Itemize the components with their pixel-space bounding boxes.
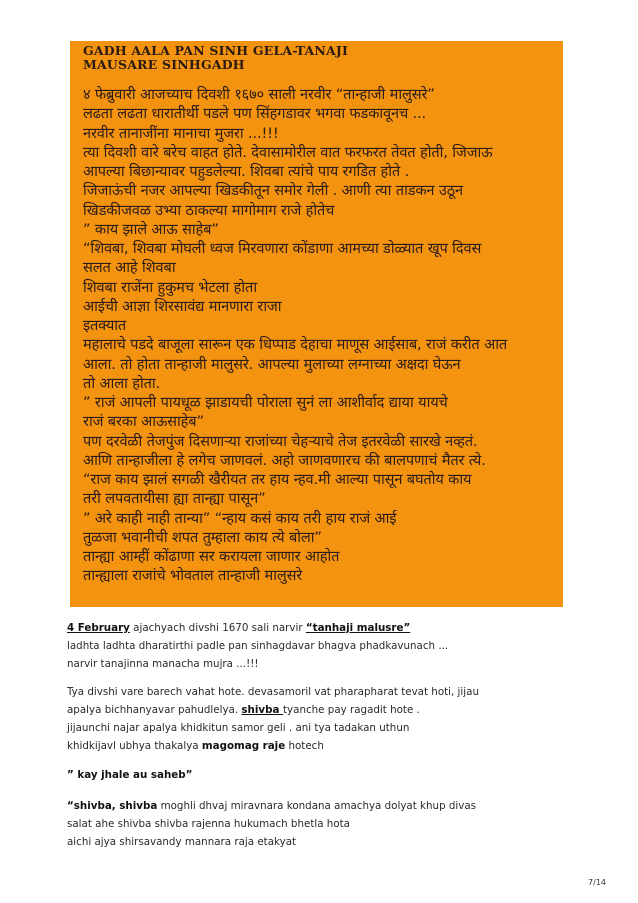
marathi-line: त्या दिवशी वारे बरेच वाहत होते. देवासामोरील वात फरफरत तेवत होती, जिजाऊ xyxy=(83,143,493,161)
bold-text-magomag-raje: magomag raje xyxy=(201,739,286,752)
paragraph-3-line-2: salat ahe shivba shivba rajenna hukumach bhetla hota xyxy=(67,818,350,831)
marathi-line: ” काय झाले आऊ साहेब” xyxy=(83,220,219,238)
text: ajachyach divshi 1670 sali narvir xyxy=(129,622,306,634)
marathi-line: आणि तान्हाजीला हे लगेच जाणवलं. अहो जाणवणारच की बालपणाचं मैतर त्ये. xyxy=(83,451,486,469)
paragraph-1-line-1 xyxy=(67,620,582,638)
text: apalya bichhanyavar pahudlelya. xyxy=(67,704,242,717)
marathi-line: “राज काय झालं सगळी खैरीयत तर हाय न्हव.मी आल्या पासून बघतोय काय xyxy=(83,471,472,488)
paragraph-1 xyxy=(67,620,582,673)
marathi-line: ” राजं आपली पायधूळ झाडायची पोराला सुनं ला आशीर्वाद द्याया यायचे xyxy=(83,394,448,411)
paragraph-3 xyxy=(67,798,582,851)
text: hotech xyxy=(285,739,324,752)
page-number: 7/14 xyxy=(588,878,606,887)
marathi-line: पण दरवेळी तेजपुंज दिसणाऱ्या राजांच्या चेहऱ्याचे तेज इतरवेळी सारखे नव्हतं. xyxy=(83,432,478,450)
paragraph-1-line-2: ladhta ladhta dharatirthi padle pan sinhagdavar bhagva phadkavunach ... xyxy=(67,639,449,652)
marathi-line: राजं बरका आऊसाहेब” xyxy=(83,413,204,431)
paragraph-1-line-3: narvir tanajinna manacha mujra ...!!! xyxy=(67,657,259,670)
marathi-line: इतक्यात xyxy=(83,317,127,334)
paragraph-2-line-4 xyxy=(67,738,582,756)
marathi-line: तान्ह्या आम्हीं कोंढाणा सर करायला जाणार आहोत xyxy=(83,548,340,565)
paragraph-3-line-3: aichi ajya shirsavandy mannara raja etakyat xyxy=(67,835,297,848)
marathi-line: नरवीर तानाजींना मानाचा मुजरा ...!!! xyxy=(83,124,279,142)
link-tanhaji-malusre[interactable]: “tanhaji malusre” xyxy=(305,622,411,634)
paragraph-2-line-2 xyxy=(67,702,582,720)
marathi-line: शिवबा राजेंना हुकुमच भेटला होता xyxy=(83,278,257,296)
marathi-line: तुळजा भवानीची शपत तुम्हाला काय त्ये बोला” xyxy=(83,528,322,546)
paragraph-2-line-3: jijaunchi najar apalya khidkitun samor geli . ani tya tadakan uthun xyxy=(67,721,410,734)
marathi-line: आपल्या बिछान्यावर पहुडलेल्या. शिवबा त्यांचे पाय रगडित होते . xyxy=(83,163,410,180)
paragraph-2-line-1: Tya divshi vare barech vahat hote. devasamoril vat pharapharat tevat hoti, jijau xyxy=(67,686,479,699)
transliteration-body xyxy=(67,620,582,863)
text: tyanche pay ragadit hote . xyxy=(283,704,420,717)
marathi-text-image xyxy=(70,41,563,607)
marathi-line: तान्ह्याला राजांचे भोवताल तान्हाजी मालुसरे xyxy=(83,567,303,585)
text: moghli dhvaj miravnara kondana amachya dolyat khup divas xyxy=(157,800,477,813)
marathi-line: सलत आहे शिवबा xyxy=(83,259,176,277)
link-4-february[interactable]: 4 February xyxy=(67,622,130,634)
paragraph-3-line-1 xyxy=(67,798,582,816)
marathi-line: “शिवबा, शिवबा मोघली ध्वज मिरवणारा कोंडाणा आमच्या डोळ्यात खूप दिवस xyxy=(83,240,482,257)
marathi-line: ” अरे काही नाही तान्या” “न्हाय कसं काय तरी हाय राजं आई xyxy=(83,509,397,527)
marathi-line: ४ फेब्रुवारी आजच्याच दिवशी १६७० साली नरवीर “तान्हाजी मालुसरे” xyxy=(83,86,435,103)
quote-heading: ” kay jhale au saheb” xyxy=(67,768,193,781)
marathi-line: महालाचे पडदे बाजूला सारून एक धिप्पाड देहाचा माणूस आईसाब, राजं करीत आत xyxy=(83,336,508,354)
marathi-line: लढता लढता धारातीर्थी पडले पण सिंहगडावर भगवा फडकावूनच ... xyxy=(83,105,427,123)
marathi-line: आला. तो होता तान्हाजी मालुसरे. आपल्या मुलाच्या लग्नाच्या अक्षदा घेऊन xyxy=(83,355,461,373)
marathi-line: तो आला होता. xyxy=(83,374,161,392)
marathi-line: खिडकीजवळ उभ्या ठाकल्या मागोमाग राजे होतेच xyxy=(83,201,335,219)
image-title-line-2: MAUSARE SINHGADH xyxy=(83,57,245,72)
bold-text-shivba: “shivba, shivba xyxy=(67,800,158,813)
text: khidkijavl ubhya thakalya xyxy=(67,739,202,752)
marathi-line: आईची आज्ञा शिरसावंद्य मानणारा राजा xyxy=(83,297,282,315)
marathi-line: तरी लपवतायीसा ह्या तान्ह्या पासून” xyxy=(83,490,266,508)
image-title-line-1: GADH AALA PAN SINH GELA-TANAJI xyxy=(83,43,349,58)
paragraph-2 xyxy=(67,684,582,755)
marathi-line: जिजाऊंची नजर आपल्या खिडकीतून समोर गेली . आणी त्या ताडकन उठून xyxy=(83,182,463,200)
link-shivba[interactable]: shivba xyxy=(241,704,284,717)
